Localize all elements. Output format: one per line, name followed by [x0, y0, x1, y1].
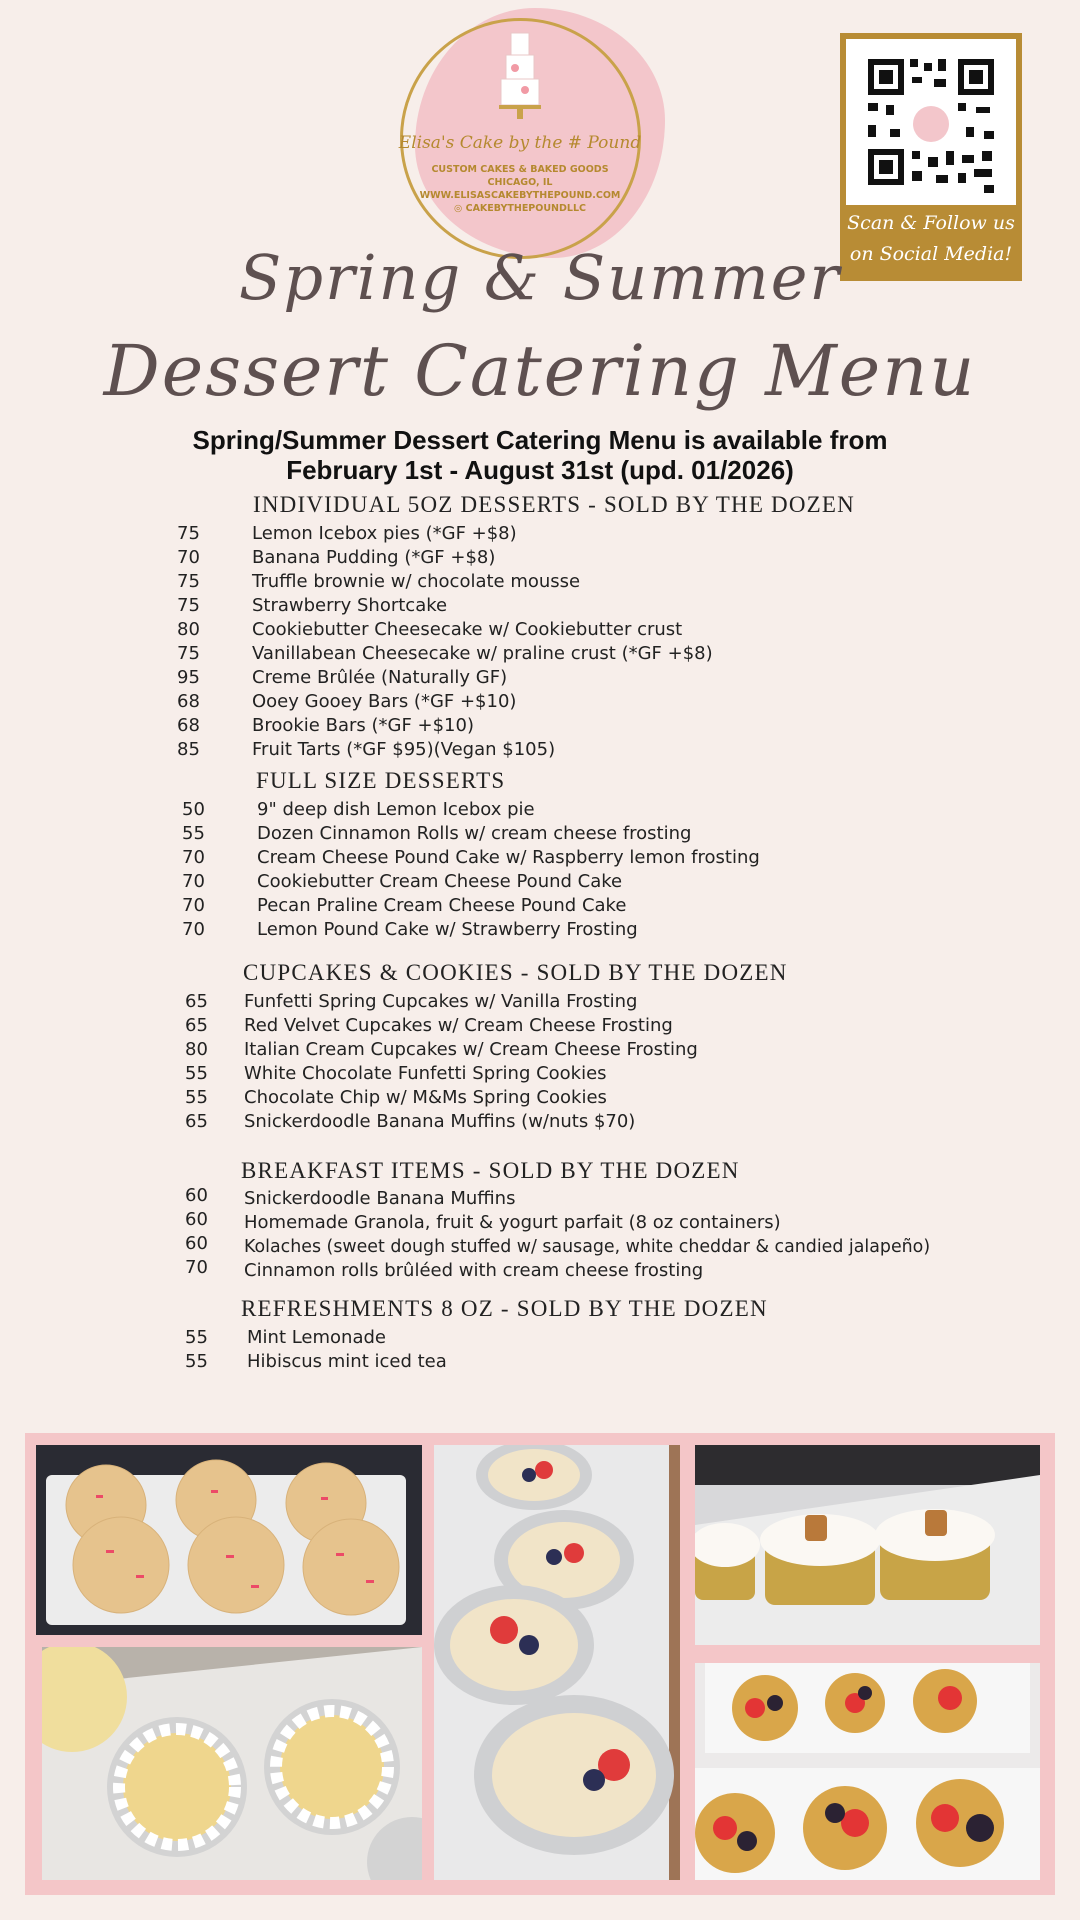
- item-description: Homemade Granola, fruit & yogurt parfait (8 oz containers): [244, 1212, 781, 1233]
- item-description: Ooey Gooey Bars (*GF +$10): [252, 691, 517, 712]
- cake-icon: [495, 28, 545, 123]
- item-price: 55: [185, 1351, 208, 1372]
- item-price: 70: [182, 919, 205, 940]
- item-price: 75: [177, 571, 200, 592]
- item-price: 60: [185, 1209, 208, 1230]
- item-description: Snickerdoodle Banana Muffins (w/nuts $70): [244, 1111, 636, 1132]
- item-price: 55: [182, 823, 205, 844]
- item-description: Lemon Pound Cake w/ Strawberry Frosting: [257, 919, 638, 940]
- item-price: 75: [177, 523, 200, 544]
- qr-caption-line2: on Social Media!: [849, 243, 1013, 265]
- title-line1: Spring & Summer: [238, 241, 842, 314]
- item-description: Vanillabean Cheesecake w/ praline crust (*GF +$8): [252, 643, 713, 664]
- logo-tagline: CUSTOM CAKES & BAKED GOODS: [431, 164, 609, 175]
- item-price: 85: [177, 739, 200, 760]
- item-price: 65: [185, 1111, 208, 1132]
- item-price: 55: [185, 1327, 208, 1348]
- item-description: Funfetti Spring Cupcakes w/ Vanilla Frosting: [244, 991, 638, 1012]
- item-description: Banana Pudding (*GF +$8): [252, 547, 496, 568]
- item-description: Italian Cream Cupcakes w/ Cream Cheese Frosting: [244, 1039, 698, 1060]
- item-description: 9" deep dish Lemon Icebox pie: [257, 799, 535, 820]
- item-price: 50: [182, 799, 205, 820]
- item-price: 75: [177, 643, 200, 664]
- item-price: 60: [185, 1233, 208, 1254]
- availability-line1: Spring/Summer Dessert Catering Menu is available from: [192, 425, 888, 455]
- item-description: Hibiscus mint iced tea: [247, 1351, 447, 1372]
- title-line2: Dessert Catering Menu: [103, 330, 977, 412]
- logo-website: WWW.ELISASCAKEBYTHEPOUND.COM: [419, 190, 621, 201]
- item-description: Brookie Bars (*GF +$10): [252, 715, 474, 736]
- item-price: 70: [185, 1257, 208, 1278]
- logo-name: Elisa's Cake by the # Pound: [398, 133, 642, 153]
- item-price: 75: [177, 595, 200, 616]
- item-price: 70: [182, 871, 205, 892]
- item-description: White Chocolate Funfetti Spring Cookies: [244, 1063, 607, 1084]
- item-description: Cookiebutter Cream Cheese Pound Cake: [257, 871, 623, 892]
- item-description: Dozen Cinnamon Rolls w/ cream cheese frosting: [257, 823, 692, 844]
- qr-code[interactable]: [846, 39, 1016, 205]
- availability-line2: February 1st - August 31st (upd. 01/2026): [286, 455, 794, 485]
- item-price: 65: [185, 991, 208, 1012]
- item-price: 65: [185, 1015, 208, 1036]
- item-description: Mint Lemonade: [247, 1327, 386, 1348]
- mousse-cups-photo: [434, 1445, 680, 1880]
- photo-gallery: [25, 1433, 1055, 1895]
- section-title: REFRESHMENTS 8 OZ - SOLD BY THE DOZEN: [241, 1296, 768, 1321]
- section-title: CUPCAKES & COOKIES - SOLD BY THE DOZEN: [243, 960, 788, 985]
- item-description: Lemon Icebox pies (*GF +$8): [252, 523, 517, 544]
- item-price: 55: [185, 1087, 208, 1108]
- item-price: 60: [185, 1185, 208, 1206]
- item-description: Snickerdoodle Banana Muffins: [244, 1188, 516, 1209]
- item-price: 95: [177, 667, 200, 688]
- item-description: Kolaches (sweet dough stuffed w/ sausage, white cheddar & candied jalapeño): [244, 1237, 931, 1257]
- cheesecake-cups-photo: [695, 1445, 1040, 1645]
- logo-instagram: ◎ CAKEBYTHEPOUNDLLC: [454, 203, 586, 214]
- item-price: 80: [185, 1039, 208, 1060]
- item-price: 68: [177, 715, 200, 736]
- item-description: Chocolate Chip w/ M&Ms Spring Cookies: [244, 1087, 607, 1108]
- item-description: Creme Brûlée (Naturally GF): [252, 667, 508, 688]
- item-price: 70: [182, 847, 205, 868]
- section-title: BREAKFAST ITEMS - SOLD BY THE DOZEN: [241, 1158, 740, 1183]
- item-description: Truffle brownie w/ chocolate mousse: [252, 571, 581, 592]
- item-price: 80: [177, 619, 200, 640]
- lemon-pies-photo: [42, 1647, 422, 1880]
- brand-logo: [395, 8, 670, 273]
- cookies-photo: [36, 1445, 422, 1635]
- section-title: FULL SIZE DESSERTS: [256, 768, 506, 793]
- item-description: Red Velvet Cupcakes w/ Cream Cheese Frosting: [244, 1015, 673, 1036]
- item-description: Cookiebutter Cheesecake w/ Cookiebutter crust: [252, 619, 683, 640]
- item-description: Cream Cheese Pound Cake w/ Raspberry lemon frosting: [257, 847, 760, 868]
- logo-city: CHICAGO, IL: [487, 177, 553, 188]
- item-price: 70: [182, 895, 205, 916]
- item-description: Cinnamon rolls brûléed with cream cheese frosting: [244, 1260, 704, 1281]
- item-description: Strawberry Shortcake: [252, 595, 448, 616]
- item-description: Pecan Praline Cream Cheese Pound Cake: [257, 895, 627, 916]
- instagram-icon: ◎: [454, 203, 463, 214]
- item-price: 70: [177, 547, 200, 568]
- qr-caption-line1: Scan & Follow us: [847, 212, 1015, 234]
- item-price: 55: [185, 1063, 208, 1084]
- qr-code-icon: [846, 39, 1016, 205]
- fruit-tarts-photo: [695, 1663, 1040, 1880]
- item-description: Fruit Tarts (*GF $95)(Vegan $105): [252, 739, 556, 760]
- item-price: 68: [177, 691, 200, 712]
- section-title: INDIVIDUAL 5OZ DESSERTS - SOLD BY THE DOZEN: [253, 492, 855, 517]
